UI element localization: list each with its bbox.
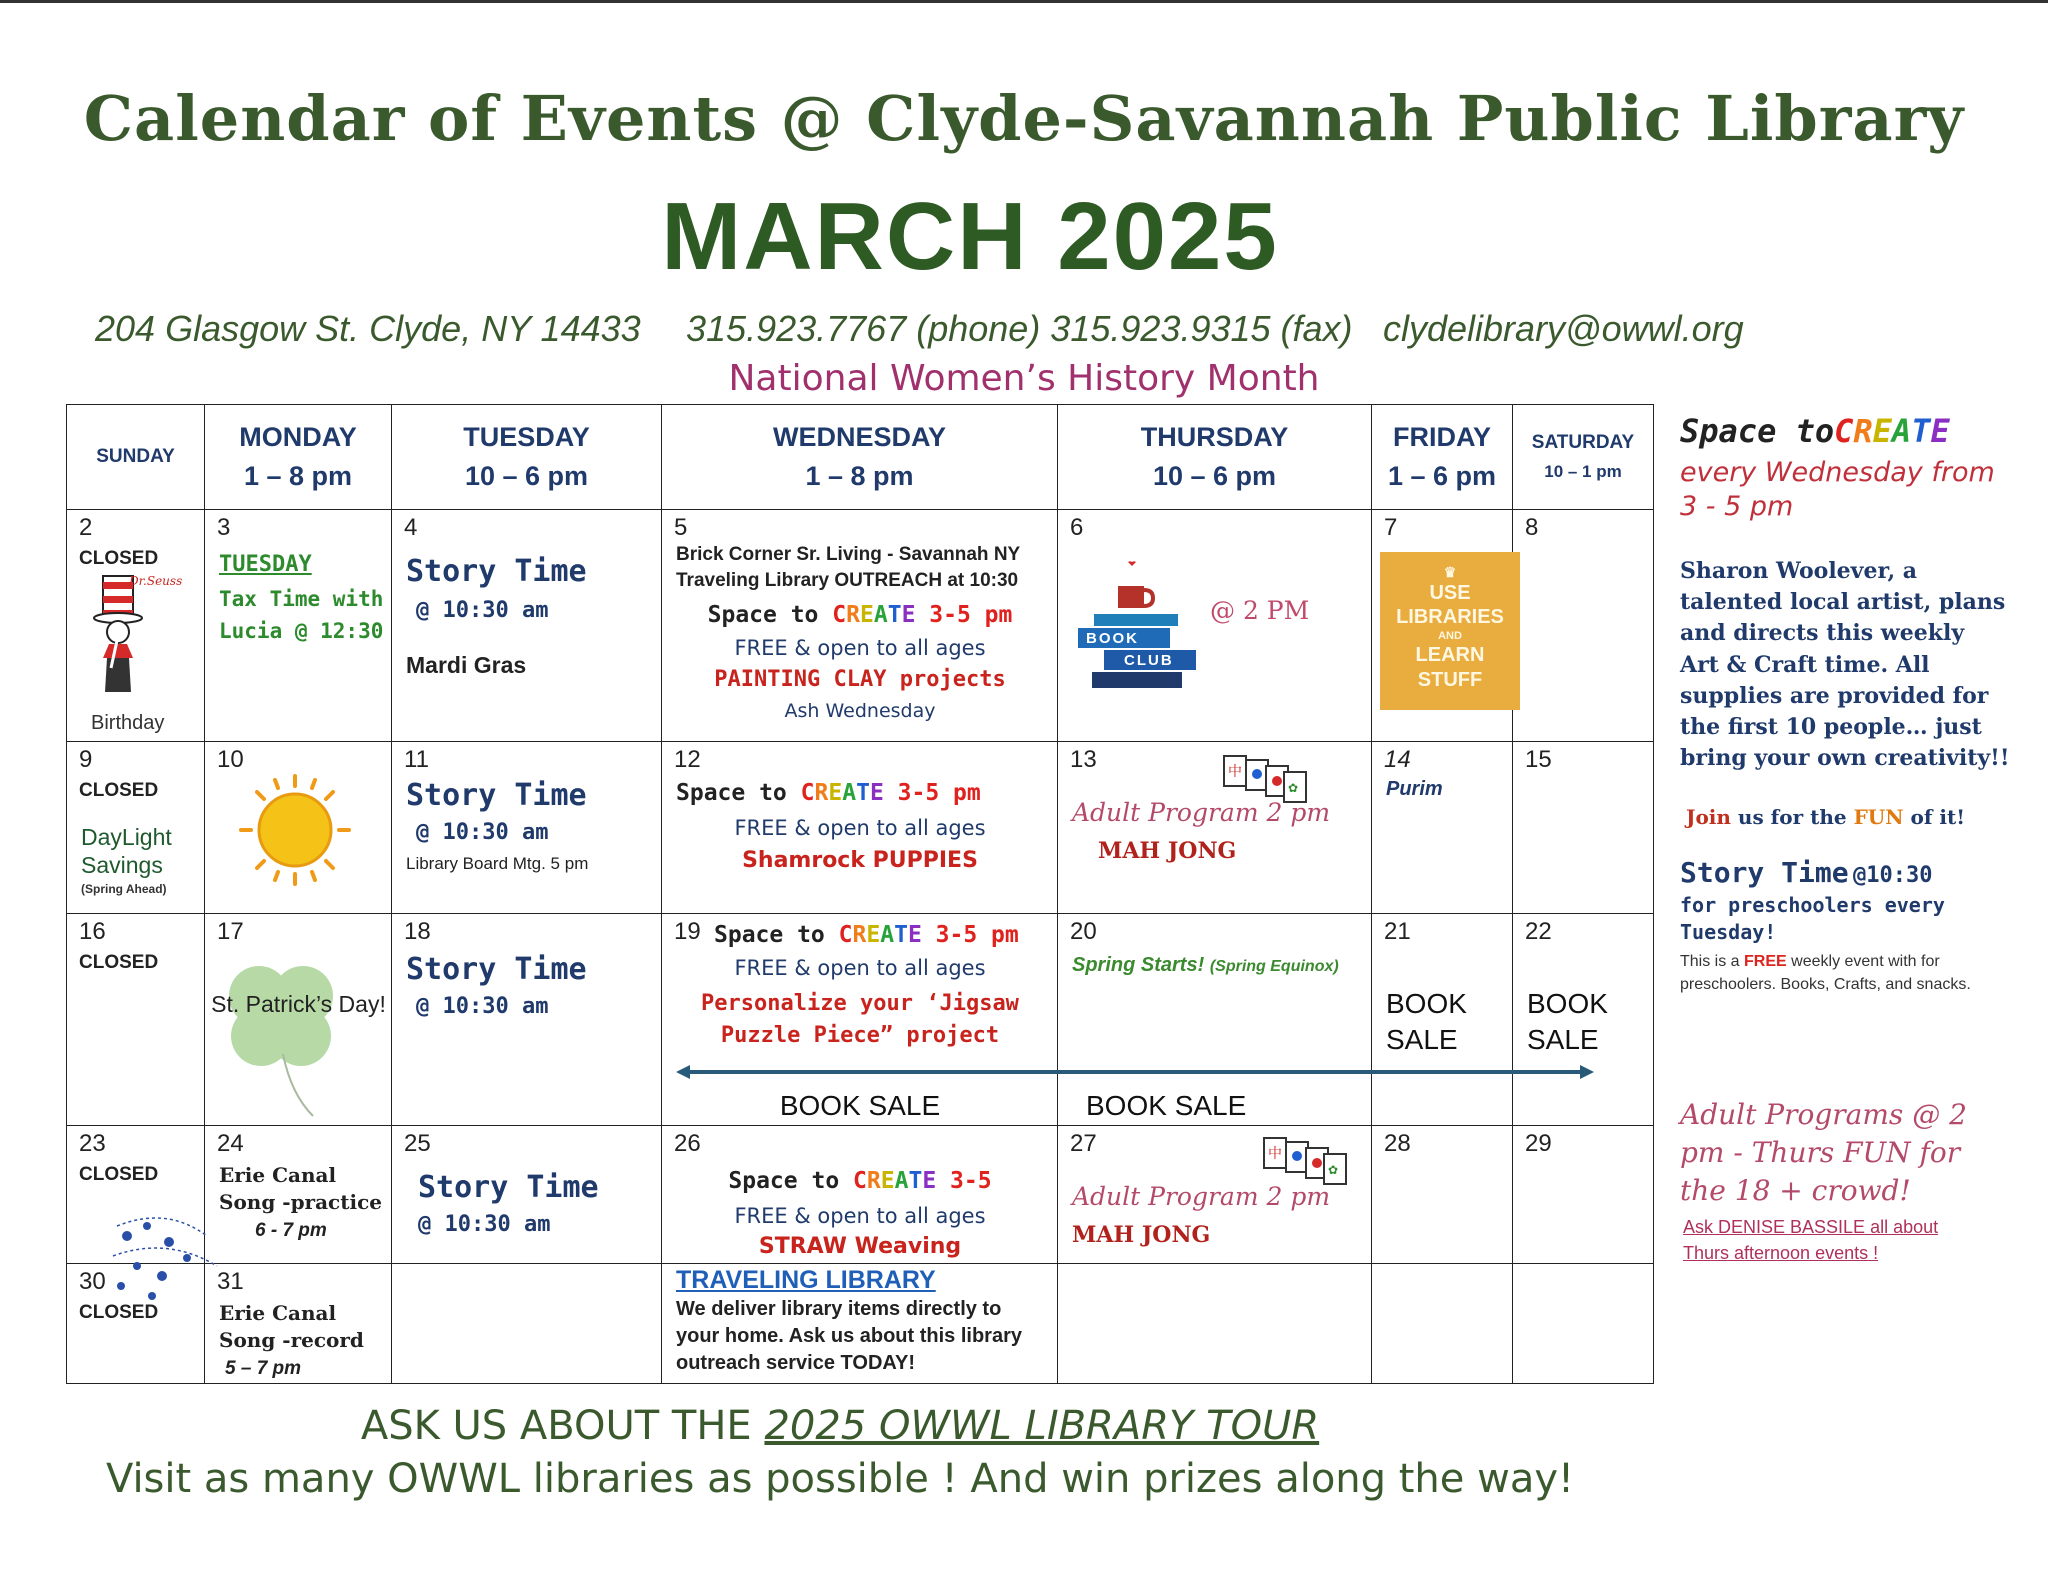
adult-program: Adult Program 2 pm — [1072, 1182, 1331, 1211]
day-cell-7 — [1372, 510, 1513, 742]
free-label: FREE & open to all ages — [734, 956, 986, 980]
day-number: 23 — [79, 1130, 106, 1157]
closed-label: CLOSED — [79, 548, 159, 569]
day-cell-empty-sat — [1513, 1264, 1654, 1384]
header-sunday: SUNDAY — [67, 405, 205, 510]
jigsaw-project: Personalize your ‘Jigsaw Puzzle Piece” project — [701, 991, 1019, 1048]
day-number: 13 — [1070, 746, 1097, 773]
day-number: 17 — [217, 918, 244, 945]
free-label: FREE & open to all ages — [734, 816, 986, 840]
record-time: 5 – 7 pm — [225, 1358, 302, 1379]
mah-jong-label: MAH JONG — [1072, 1222, 1211, 1248]
create-event: Space to CREATE 3-5 — [728, 1168, 992, 1194]
seuss-logo: Dr.Seuss — [129, 574, 183, 588]
day-number: 5 — [674, 514, 688, 541]
create-word: CREATE — [1834, 412, 1950, 450]
traveling-library-body: We deliver library items directly to your home. Ask us about this library outreach service TODAY! — [676, 1298, 1022, 1374]
day-number: 6 — [1070, 514, 1084, 541]
address: 204 Glasgow St. Clyde, NY 14433 — [95, 308, 641, 349]
day-number: 30 — [79, 1268, 106, 1295]
week-row-3 — [67, 914, 1654, 1126]
day-cell-12 — [662, 742, 1058, 914]
day-cell-11 — [392, 742, 662, 914]
club-word: CLUB — [1124, 652, 1174, 669]
day-cell-empty-tue — [392, 1264, 662, 1384]
day-number: 10 — [217, 746, 244, 773]
shamrock-icon — [221, 944, 341, 1124]
adult-program: Adult Program 2 pm — [1072, 798, 1331, 827]
day-cell-2 — [67, 510, 205, 742]
day-number: 18 — [404, 918, 431, 945]
day-cell-13 — [1058, 742, 1372, 914]
ash-wednesday: Ash Wednesday — [784, 700, 936, 722]
book-sale-wed: BOOK SALE — [779, 1090, 941, 1121]
day-cell-20 — [1058, 914, 1372, 1126]
day-number: 27 — [1070, 1130, 1097, 1157]
day-number: 28 — [1384, 1130, 1411, 1157]
calendar-header-row — [67, 405, 1654, 510]
day-cell-5 — [662, 510, 1058, 742]
mardi-gras-label: Mardi Gras — [406, 652, 527, 678]
book-club-time: @ 2 PM — [1210, 596, 1310, 625]
create-event: Space to CREATE 3-5 pm — [714, 922, 1019, 948]
story-time-hours: @ 10:30 am — [418, 1212, 551, 1237]
story-time-hours: @ 10:30 am — [416, 820, 549, 845]
shamrock-project: Shamrock PUPPIES — [742, 848, 978, 873]
day-number: 3 — [217, 514, 231, 541]
week-row-1 — [67, 510, 1654, 742]
header-saturday: SATURDAY 10 – 1 pm — [1513, 405, 1654, 510]
create-word: CREATE — [838, 922, 922, 948]
day-number: 21 — [1384, 918, 1411, 945]
story-time-label: Story Time — [406, 554, 587, 589]
book-word: BOOK — [1086, 630, 1139, 647]
create-word: CREATE — [832, 602, 916, 628]
erie-canal-practice: Erie Canal Song -practice — [219, 1163, 382, 1214]
story-time-label: Story Time — [418, 1170, 599, 1205]
day-cell-3 — [205, 510, 392, 742]
day-cell-27 — [1058, 1126, 1372, 1264]
day-cell-14 — [1372, 742, 1513, 914]
sidebar-sharon: Sharon Woolever, a talented local artist, plans and directs this weekly Art & Craft time. All supplies are provided for the first 10 people… just bring your own creativity!! — [1680, 558, 2010, 772]
sidebar-story-sub: for preschoolers every Tuesday! — [1680, 893, 1945, 944]
day-number: 16 — [79, 918, 106, 945]
day-cell-28 — [1372, 1126, 1513, 1264]
crown-icon: ♛ — [1443, 564, 1457, 580]
story-time-label: Story Time — [406, 778, 587, 813]
day-cell-31 — [205, 1264, 392, 1384]
story-time-label: Story Time — [406, 952, 587, 987]
day-cell-17 — [205, 914, 392, 1126]
day-cell-16 — [67, 914, 205, 1126]
day-number: 26 — [674, 1130, 701, 1157]
calendar-grid — [66, 404, 1654, 1384]
svg-text:✿: ✿ — [1328, 1163, 1339, 1177]
header-monday: MONDAY 1 – 8 pm — [205, 405, 392, 510]
header-friday: FRIDAY 1 – 6 pm — [1372, 405, 1513, 510]
create-event: Space to CREATE 3-5 pm — [707, 602, 1013, 628]
day-cell-29 — [1513, 1126, 1654, 1264]
day-cell-4 — [392, 510, 662, 742]
birthday-label: Birthday — [91, 712, 165, 734]
closed-label: CLOSED — [79, 952, 159, 973]
day-number: 31 — [217, 1268, 244, 1295]
day-cell-8 — [1513, 510, 1654, 742]
day-number: 4 — [404, 514, 418, 541]
tax-time-event: Tax Time with Lucia @ 12:30 — [219, 587, 384, 643]
day-cell-25 — [392, 1126, 662, 1264]
day-cell-15 — [1513, 742, 1654, 914]
create-word: CREATE — [853, 1168, 937, 1194]
month-theme: National Women’s History Month — [728, 358, 1320, 399]
book-sale-thu: BOOK SALE — [1086, 1090, 1247, 1121]
day-cell-24 — [205, 1126, 392, 1264]
traveling-library-title: TRAVELING LIBRARY — [676, 1266, 936, 1294]
painting-project: PAINTING CLAY projects — [714, 667, 1006, 692]
header-thursday: THURSDAY 10 – 6 pm — [1058, 405, 1372, 510]
book-club-icon — [1074, 558, 1202, 698]
closed-label: CLOSED — [79, 1302, 159, 1323]
svg-text:中: 中 — [1268, 1146, 1282, 1162]
day-number: 7 — [1384, 514, 1398, 541]
svg-text:中: 中 — [1228, 764, 1242, 780]
closed-label: CLOSED — [79, 1164, 159, 1185]
day-cell-empty-fri — [1372, 1264, 1513, 1384]
phone-fax: 315.923.7767 (phone) 315.923.9315 (fax) — [686, 308, 1353, 349]
st-patricks-label: St. Patrick’s Day! — [211, 991, 386, 1017]
daylight-savings: DayLight Savings — [81, 824, 172, 878]
sidebar-create-sub: every Wednesday from 3 - 5 pm — [1680, 457, 1995, 522]
spring-starts: Spring Starts! (Spring Equinox) — [1072, 954, 1339, 976]
day-number: 12 — [674, 746, 701, 773]
practice-time: 6 - 7 pm — [255, 1220, 327, 1241]
day-cell-9 — [67, 742, 205, 914]
sidebar-story-time: Story Time @10:30 — [1680, 856, 1933, 889]
traveling-library-cell — [662, 1264, 1058, 1384]
cat-in-hat-icon — [81, 572, 191, 700]
sidebar-ask-denise[interactable]: Ask DENISE BASSILE all about Thurs afternoon events ! — [1683, 1217, 1939, 1264]
spring-ahead: (Spring Ahead) — [81, 882, 167, 896]
free-label: FREE & open to all ages — [734, 1204, 986, 1228]
email: clydelibrary@owwl.org — [1383, 308, 1744, 349]
use-libraries-poster: ♛ USE LIBRARIES AND LEARN STUFF — [1380, 552, 1520, 710]
page-title: Calendar of Events @ Clyde-Savannah Public Library — [83, 82, 1965, 155]
tuesday-label: TUESDAY — [219, 552, 312, 577]
mah-jong-label: MAH JONG — [1098, 838, 1237, 864]
purim-label: Purim — [1386, 778, 1443, 800]
day-cell-10 — [205, 742, 392, 914]
week-row-2 — [67, 742, 1654, 914]
board-meeting: Library Board Mtg. 5 pm — [406, 854, 589, 873]
book-sale-sat: BOOK SALE — [1527, 988, 1608, 1056]
day-number: 8 — [1525, 514, 1539, 541]
day-number: 14 — [1384, 746, 1411, 773]
week-row-5 — [67, 1264, 1654, 1384]
week-row-4 — [67, 1126, 1654, 1264]
day-number: 24 — [217, 1130, 244, 1157]
header-tuesday: TUESDAY 10 – 6 pm — [392, 405, 662, 510]
create-word: CREATE — [800, 780, 884, 806]
day-cell-22 — [1513, 914, 1654, 1126]
day-cell-6 — [1058, 510, 1372, 742]
create-event: Space to CREATE 3-5 pm — [676, 780, 981, 806]
sidebar-create-title: Space toCREATE — [1680, 412, 1950, 450]
footer-visit: Visit as many OWWL libraries as possible ! And win prizes along the way! — [105, 1456, 1575, 1502]
day-number: 29 — [1525, 1130, 1552, 1157]
erie-canal-record: Erie Canal Song -record — [219, 1301, 364, 1352]
day-cell-23 — [67, 1126, 205, 1264]
story-time-hours: @ 10:30 am — [416, 598, 549, 623]
day-number: 22 — [1525, 918, 1552, 945]
day-cell-21 — [1372, 914, 1513, 1126]
brick-corner-label: Brick Corner Sr. Living - Savannah NY — [676, 544, 1021, 565]
day-number: 2 — [79, 514, 93, 541]
book-sale-fri: BOOK SALE — [1386, 988, 1467, 1056]
sun-icon — [215, 758, 365, 898]
library-tour-link[interactable]: 2025 OWWL LIBRARY TOUR — [764, 1403, 1320, 1449]
sidebar-join: Join us for the FUN of it! — [1686, 805, 1966, 829]
header-wednesday: WEDNESDAY 1 – 8 pm — [662, 405, 1058, 510]
day-cell-18 — [392, 914, 662, 1126]
month-heading: MARCH 2025 — [661, 183, 1279, 290]
svg-text:✿: ✿ — [1288, 781, 1299, 795]
sidebar-adult-programs: Adult Programs @ 2 pm - Thurs FUN for the 18 + crowd! — [1680, 1098, 1967, 1207]
closed-label: CLOSED — [79, 780, 159, 801]
day-number: 20 — [1070, 918, 1097, 945]
day-number: 11 — [404, 746, 429, 773]
day-cell-empty-thu — [1058, 1264, 1372, 1384]
outreach-label: Traveling Library OUTREACH at 10:30 — [676, 570, 1019, 591]
day-number: 15 — [1525, 746, 1552, 773]
day-cell-30 — [67, 1264, 205, 1384]
story-time-hours: @ 10:30 am — [416, 994, 549, 1019]
sidebar-story-small: This is a FREE weekly event with for preschoolers. Books, Crafts, and snacks. — [1680, 953, 1971, 994]
free-label: FREE & open to all ages — [734, 636, 986, 660]
day-number: 25 — [404, 1130, 431, 1157]
day-number: 9 — [79, 746, 93, 773]
day-cell-26 — [662, 1126, 1058, 1264]
day-cell-19 — [662, 914, 1058, 1126]
day-number: 19 — [674, 918, 701, 945]
footer-tour: ASK US ABOUT THE 2025 OWWL LIBRARY TOUR — [360, 1403, 1320, 1449]
top-rule — [0, 0, 2048, 3]
straw-weaving: STRAW Weaving — [758, 1234, 962, 1259]
